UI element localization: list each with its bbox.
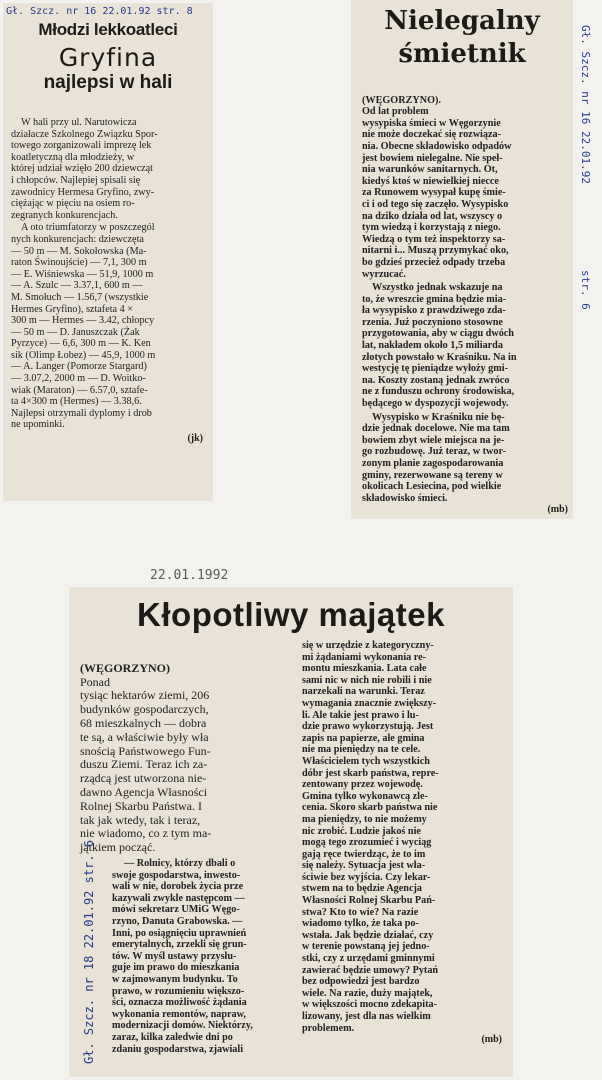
dateline: (WĘGORZYNO) xyxy=(80,660,170,675)
article-paragraph: W hali przy ul. Narutowicza działacze Szkolnego Związku Spor- towego zorganizowali imprezę lek koatletyczną dla młodzieży, w której udział wzięło 200 dziewcząt i chłopców. Najlepiej spisali się zawodnicy Hermesa Gryfino, zwy- ciężając w pięciu na osiem ro- zegranych konkurencjach. xyxy=(11,117,158,221)
handwritten-date: 22.01.1992 xyxy=(150,568,229,583)
clipping-illegal-dump xyxy=(352,0,572,518)
handwritten-source-note: Gł. Szcz. nr 16 22.01.92 str. 8 xyxy=(6,6,193,17)
article-paragraph: Od lat problem wysypiska śmieci w Węgorzynie nie może doczekać się rozwiąza- nia. Obecne składowisko odpadów jest bowiem nielegalne. Nie speł- nia warunków sanitarnych. Ot, kiedyś ktoś w niewielkiej niecce za Runowem wysypał kupę śmie- ci i od tego się zaczęło. Wysypisko na dziko działa od lat, wszyscy o tym wiedzą i korzystają z niego. Wiedzą o tym też inspektorzy sa- nitarni i... Muszą przymykać oko, bo gdzieś przecież odpady trzeba wyrzucać. xyxy=(362,106,512,280)
signature: (mb) xyxy=(547,504,568,516)
handwritten-side-note: Gł. Szcz. nr 18 22.01.92 str. 6 xyxy=(82,840,96,1064)
handwritten-side-note: Gł. Szcz. nr 16 22.01.92 xyxy=(579,25,592,184)
headline-line-2: śmietnik xyxy=(398,39,526,69)
clipping-troublesome-property xyxy=(70,588,512,1076)
headline-line-2: Gryfina xyxy=(58,43,158,72)
clipping-athletics xyxy=(4,4,212,500)
lead-paragraph: Ponad tysiąc hektarów ziemi, 206 budynków gospodarczych, 68 mieszkalnych — dobra te są, a właściwie były wła snością Państwowego Fun- duszu Ziemi. Teraz ich za- rządcą jest utworzona nie- dawno Agencja Własności Rolnej Skarbu Państwa. I tak jak wtedy, tak i teraz, nie wiadomo, co z tym ma- jątkiem począć. xyxy=(80,674,212,855)
article-paragraph: się w urzędzie z kategoryczny- mi żądaniami wykonania re- montu mieszkania. Lata całe sami nic w nich nie robili i nie narzekali na warunki. Teraz wymagania znacznie zwiększy- li. Ale takie jest prawo i lu- dzie prawo wykorzystują. Jest zapis na papierze, ale gmina nie ma pieniędzy na te cele. Właścicielem tych wszystkich dóbr jest skarb państwa, repre- zentowany przez wojewodę. Gmina tylko wykonawcą zle- cenia. Skoro skarb państwa nie ma pieniędzy, to nie możemy nic zrobić. Ludzie jakoś nie mogą tego zrozumieć i wyciąg gają ręce twierdząc, że to im się należy. Sytuacja jest wła- ściwie bez wyjścia. Czy lekar- stwem na to będzie Agencja Własności Rolnej Skarbu Pań- stwa? Kto to wie? Na razie wiadomo tylko, że taka po- wstała. Jak będzie działać, czy w terenie powstaną jej jedno- stki, czy z urzędami gminnymi zawierać będzie umowy? Pytań bez odpowiedzi jest bardzo wiele. Na razie, duży majątek, w większości mocno zdekapita- lizowany, jest dla nas wielkim problemem. xyxy=(302,640,439,1034)
headline-line-1: Młodzi lekkoatleci xyxy=(38,20,178,39)
article-paragraph: Wysypisko w Kraśniku nie bę- dzie jednak docelowe. Nie ma tam bowiem zbyt wiele miejsca na je- go rozbudowę. Już teraz, w twor- zonym planie zagospodarowania gminy, rezerwowane są tereny w okolicach Lesiecina, pod wielkie składowisko śmieci. xyxy=(362,411,510,504)
headline-line-3: najlepsi w hali xyxy=(43,72,173,93)
headline: Kłopotliwy majątek xyxy=(137,596,445,633)
signature: (mb) xyxy=(481,1034,502,1046)
handwritten-side-note: str. 6 xyxy=(579,270,592,310)
dateline: (WĘGORZYNO). xyxy=(362,94,441,106)
article-paragraph: Wszystko jednak wskazuje na to, że wreszcie gmina będzie mia- ła wysypisko z prawdziwego zda- rzenia. Już poczyniono stosowne przygotowania, aby w ciągu dwóch lat, nakładem około 1,5 miliarda złotych powstało w Kraśniku. Na in westycję tę pieniądze wyłoży gmi- na. Koszty zostaną jednak zwróco ne z funduszu ochrony środowiska, będącego w dyspozycji wojewody. xyxy=(362,282,517,410)
headline-line-1: Nielegalny xyxy=(384,6,540,36)
signature: (jk) xyxy=(187,433,203,445)
article-paragraph: A oto triumfatorzy w poszczegól nych konkurencjach: dziewczęta — 50 m — M. Sokołowska (Ma- raton Świnoujście) — 7,1, 300 m — E. Wiśniewska — 51,9, 1000 m — A. Szulc — 3.37,1, 600 m — M. Smołuch — 1.56,7 (wszystkie Hermes Gryfino), sztafeta 4 × 300 m — Hermes — 3.42, chłopcy — 50 m — D. Januszczak (Żak Pyrzyce) — 6,6, 300 m — K. Ken sik (Olimp Łobez) — 45,9, 1000 m — A. Langer (Pomorze Stargard) — 3.07,2, 2000 m — D. Woitko- wiak (Maraton) — 6.57,0, sztafe- ta 4×300 m (Hermes) — 3.38,6. Najlepsi otrzymali dyplomy i drob ne upominki. xyxy=(11,222,156,431)
article-paragraph: — Rolnicy, którzy dbali o swoje gospodarstwa, inwesto- wali w nie, dorobek życia prze kazywali zwykle następcom — mówi sekretarz UMiG Węgo- rzyno, Danuta Grabowska. — Inni, po osiągnięciu uprawnień emerytalnych, zrzekli się grun- tów. W myśl ustawy przysłu- guje im prawo do mieszkania w zajmowanym budynku. To prawo, w rozumieniu większo- ści, oznacza możliwość żądania wykonania remontów, napraw, modernizacji domów. Niektórzy, zaraz, kilka zaledwie dni po zdaniu gospodarstwa, zjawiali xyxy=(112,858,253,1055)
